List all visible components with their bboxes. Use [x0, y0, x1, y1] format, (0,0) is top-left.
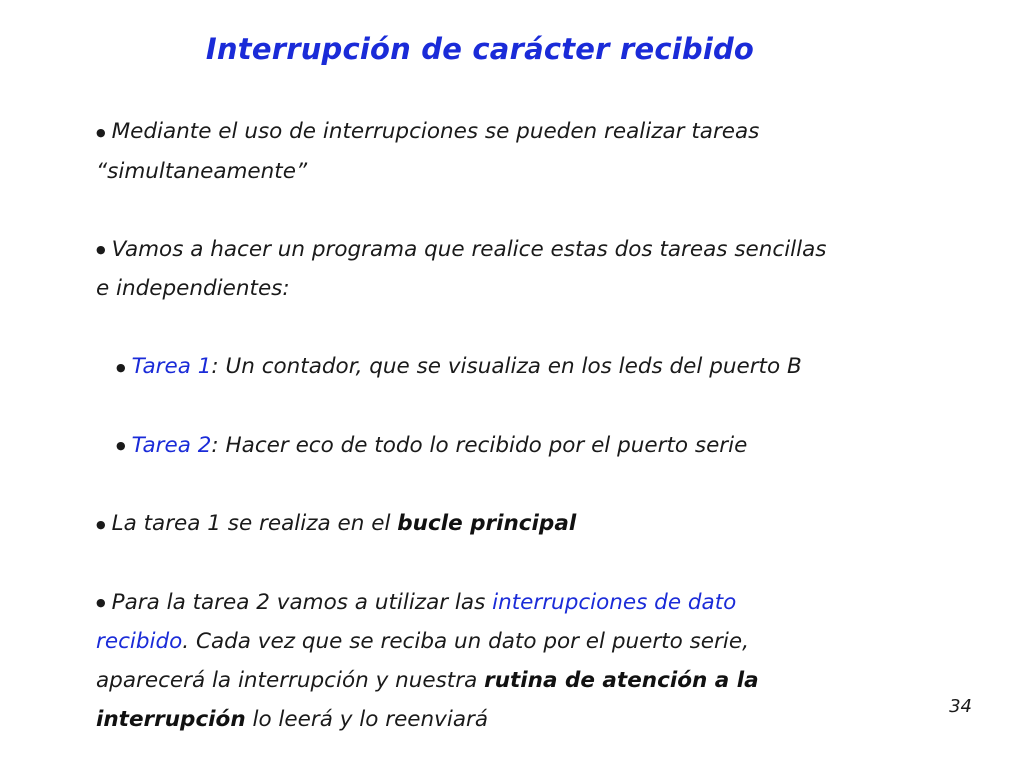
highlight-text: recibido: [96, 629, 183, 654]
task-text: : Un contador, que se visualiza en los leds del puerto B: [211, 354, 802, 379]
task-label: Tarea 2: [131, 432, 212, 458]
paragraph-text: Vamos a hacer un programa que realice estas dos tareas sencillas: [111, 236, 827, 262]
task-text: : Hacer eco de todo lo recibido por el puerto serie: [211, 432, 748, 458]
paragraph-text: La tarea 1 se realiza en el: [111, 511, 398, 536]
slide-body: [96, 112, 896, 739]
paragraph-interrupt-routine: [96, 583, 896, 740]
page-number: 34: [949, 696, 972, 717]
paragraph-interrupts-intro: [96, 112, 896, 191]
spacer: [96, 465, 896, 504]
sub-item-task-2: [96, 426, 896, 466]
paragraph-text: Para la tarea 2 vamos a utilizar las: [111, 589, 493, 615]
paragraph-text: lo leerá y lo reenviará: [245, 707, 489, 732]
bullet-icon: ●: [116, 360, 126, 374]
spacer: [96, 191, 896, 230]
bullet-icon: ●: [96, 596, 106, 609]
paragraph-text: e independientes:: [96, 276, 290, 301]
spacer: [96, 308, 896, 347]
bullet-icon: ●: [96, 243, 106, 256]
bullet-icon: ●: [96, 125, 106, 139]
bullet-icon: ●: [96, 517, 106, 531]
paragraph-text: Mediante el uso de interrupciones se pueden realizar tareas: [111, 119, 760, 144]
paragraph-main-loop: [96, 504, 896, 544]
spacer: [96, 387, 896, 426]
paragraph-text: “simultaneamente”: [96, 158, 308, 184]
highlight-text: interrupciones de dato: [492, 589, 737, 615]
paragraph-program-tasks: [96, 230, 896, 309]
emphasis-text: interrupción: [96, 707, 246, 732]
emphasis-text: bucle principal: [397, 511, 577, 536]
bullet-icon: ●: [116, 439, 126, 452]
emphasis-text: rutina de atención a la: [484, 668, 759, 693]
paragraph-text: aparecerá la interrupción y nuestra: [96, 668, 485, 693]
slide-title: Interrupción de carácter recibido: [205, 32, 755, 66]
spacer: [96, 544, 896, 583]
sub-item-task-1: [96, 347, 896, 387]
task-label: Tarea 1: [131, 354, 212, 379]
paragraph-text: . Cada vez que se reciba un dato por el puerto serie,: [182, 629, 749, 654]
